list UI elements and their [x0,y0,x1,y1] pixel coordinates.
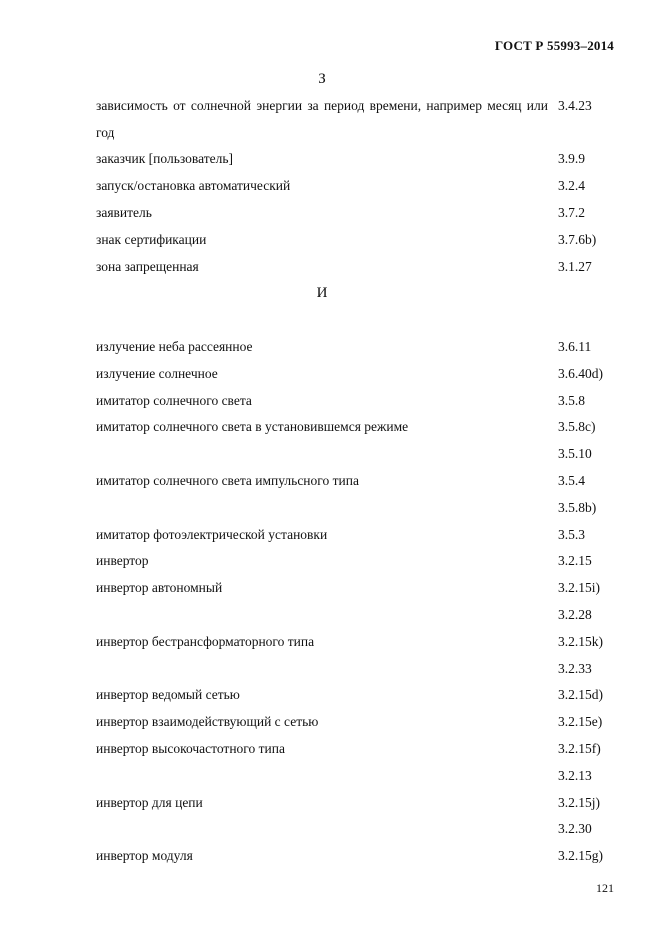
index-entry [96,602,616,629]
index-entry [96,227,616,254]
index-term: излучение солнечное [96,365,218,381]
index-term: имитатор фотоэлектрической установки [96,526,328,542]
index-reference: 3.1.27 [558,258,592,274]
index-reference: 3.5.10 [558,446,592,462]
index-entry [96,736,616,763]
index-entry [96,682,616,709]
index-reference: 3.2.30 [558,821,592,837]
index-reference: 3.2.33 [558,660,592,676]
page-number: 121 [596,881,614,895]
index-term: инвертор ведомый сетью [96,687,240,703]
index-term: инвертор автономный [96,580,223,596]
index-entry [96,334,616,361]
index-term: излучение неба рассеянное [96,338,253,354]
index-reference: 3.2.4 [558,178,585,194]
index-reference: 3.6.40d) [558,365,603,381]
index-term: заказчик [пользователь] [96,151,233,167]
index-term [96,495,548,522]
index-reference: 3.7.6b) [558,231,597,247]
index-entry [96,495,616,522]
index-term: имитатор солнечного света импульсного типа [96,472,359,488]
index-entry [96,173,616,200]
index-term: инвертор взаимодействующий с сетью [96,714,319,730]
index-entry [96,522,616,549]
index-reference: 3.2.15 [558,553,592,569]
index-reference: 3.2.15e) [558,714,603,730]
index-term: зависимость от солнечной энергии за период времени, например месяц или год [96,97,548,140]
index-term: инвертор для цепи [96,794,203,810]
index-term: запуск/остановка автоматический [96,178,291,194]
index-entry [96,790,616,817]
index-entry [96,763,616,790]
index-entry [96,388,616,415]
section-letter: З [318,71,326,87]
index-term: инвертор бестрансформаторного типа [96,633,315,649]
index-reference: 3.4.23 [558,97,592,113]
index-entry [96,656,616,683]
index-term: знак сертификации [96,231,207,247]
index-reference: 3.2.28 [558,606,592,622]
index-term: инвертор [96,553,149,569]
index-entry [96,200,616,227]
index-entry [96,575,616,602]
index-reference: 3.2.15k) [558,633,603,649]
index-term: зона запрещенная [96,258,199,274]
index-term: инвертор модуля [96,848,193,864]
index-term [96,816,548,843]
index-list [96,66,616,870]
index-reference: 3.2.13 [558,767,592,783]
index-reference: 3.2.15j) [558,794,600,810]
index-reference: 3.5.8 [558,392,585,408]
index-reference: 3.5.8b) [558,499,597,515]
index-entry [96,254,616,281]
document-header: ГОСТ Р 55993–2014 [494,38,614,53]
index-entry [96,414,616,441]
index-entry [96,441,616,468]
index-entry [96,548,616,575]
index-reference: 3.7.2 [558,204,585,220]
index-term [96,656,548,683]
index-reference: 3.6.11 [558,338,592,354]
index-reference: 3.5.4 [558,472,585,488]
index-term [96,307,548,334]
index-entry [96,307,616,334]
index-entry [96,709,616,736]
index-reference: 3.2.15d) [558,687,603,703]
index-term: имитатор солнечного света [96,392,252,408]
index-reference: 3.5.8c) [558,419,596,435]
index-term [96,763,548,790]
index-reference: 3.9.9 [558,151,585,167]
index-reference: 3.2.15f) [558,740,601,756]
index-entry [96,146,616,173]
index-term: имитатор солнечного света в установившемся режиме [96,419,409,435]
index-entry [96,361,616,388]
section-letter: И [316,285,328,302]
index-entry [96,468,616,495]
index-reference: 3.2.15g) [558,848,603,864]
index-term [96,602,548,629]
index-entry [96,93,616,147]
index-reference: 3.2.15i) [558,580,600,596]
index-reference [548,307,558,334]
index-entry [96,816,616,843]
index-entry [96,843,616,870]
index-reference: 3.5.3 [558,526,585,542]
index-term [96,441,548,468]
index-term: заявитель [96,204,152,220]
index-term: инвертор высокочастотного типа [96,740,285,756]
index-entry [96,629,616,656]
